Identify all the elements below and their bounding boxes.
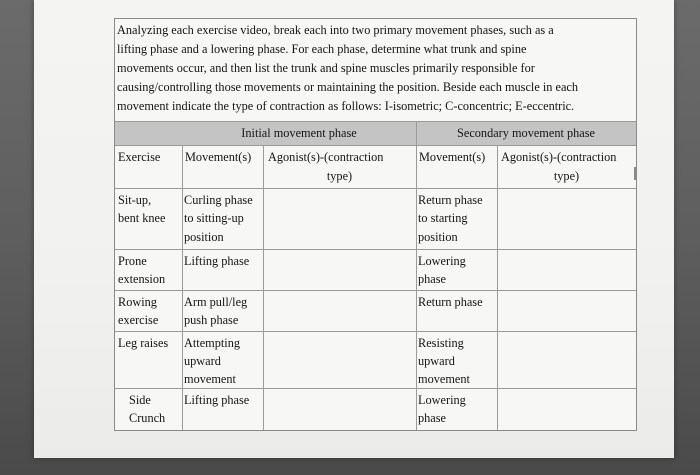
table-row-exercise: bent knee (118, 211, 166, 225)
table-row-secondary-movement: phase (418, 272, 446, 286)
table-row-secondary-movement: to starting (418, 211, 468, 225)
table-row-secondary-movement: Return phase (418, 295, 483, 309)
divider (115, 121, 636, 122)
divider (115, 331, 636, 332)
divider (182, 145, 183, 430)
secondary-phase-header: Secondary movement phase (457, 126, 595, 140)
table-row-secondary-movement: position (418, 230, 458, 244)
divider (263, 145, 264, 430)
table-row-secondary-movement: phase (418, 411, 446, 425)
divider (115, 188, 636, 189)
table-row-secondary-movement: Resisting (418, 336, 464, 350)
table-row-exercise: extension (118, 272, 166, 286)
column-header-movements-secondary: Movement(s) (419, 150, 486, 164)
table-row-exercise: Side (129, 393, 151, 407)
divider (497, 145, 498, 430)
table-row-exercise: Leg raises (118, 336, 169, 350)
table-row-initial-movement: Lifting phase (184, 254, 250, 268)
text-cursor (634, 167, 636, 180)
table-row-initial-movement: to sitting-up (184, 211, 244, 225)
instructions-line-3: movements occur, and then list the trunk and spine muscles primarily responsible for (117, 61, 535, 75)
table-row-initial-movement: Curling phase (184, 193, 253, 207)
table-row-secondary-movement: movement (418, 372, 470, 386)
instructions-line-5: movement indicate the type of contraction as follows: I-isometric; C-concentric; E-eccentric. (117, 99, 575, 113)
column-header-exercise: Exercise (118, 150, 161, 164)
divider (115, 249, 636, 250)
table-row-initial-movement: Lifting phase (184, 393, 250, 407)
divider (416, 121, 417, 430)
paper-sheet (34, 0, 674, 458)
divider (115, 145, 636, 146)
table-row-initial-movement: movement (184, 372, 236, 386)
column-header-agonists-secondary-type: type) (553, 169, 580, 183)
instructions-line-4: causing/controlling those movements or maintaining the position. Beside each muscle in each (117, 80, 579, 94)
column-header-agonists-secondary: Agonist(s)-(contraction (501, 150, 617, 164)
table-row-exercise: exercise (118, 313, 159, 327)
table-row-exercise: Sit-up, (118, 193, 152, 207)
table-row-initial-movement: upward (184, 354, 221, 368)
table-row-secondary-movement: Lowering (418, 254, 466, 268)
column-header-agonists-initial: Agonist(s)-(contraction (268, 150, 384, 164)
table-row-exercise: Crunch (129, 411, 166, 425)
worksheet-table (114, 18, 637, 431)
table-row-exercise: Rowing (118, 295, 157, 309)
column-header-movements-initial: Movement(s) (185, 150, 252, 164)
table-row-initial-movement: Attempting (184, 336, 241, 350)
instructions-line-2: lifting phase and a lowering phase. For each phase, determine what trunk and spine (117, 42, 527, 56)
table-row-secondary-movement: Return phase (418, 193, 483, 207)
initial-phase-header: Initial movement phase (241, 126, 357, 140)
table-row-secondary-movement: Lowering (418, 393, 466, 407)
instructions-paragraph (115, 19, 636, 121)
table-row-exercise: Prone (118, 254, 147, 268)
table-row-secondary-movement: upward (418, 354, 455, 368)
divider (115, 290, 636, 291)
column-header-agonists-initial-type: type) (326, 169, 353, 183)
instructions-line-1: Analyzing each exercise video, break each into two primary movement phases, such as a (117, 23, 554, 37)
table-row-initial-movement: Arm pull/leg (184, 295, 248, 309)
table-row-initial-movement: push phase (184, 313, 239, 327)
table-row-initial-movement: position (184, 230, 224, 244)
